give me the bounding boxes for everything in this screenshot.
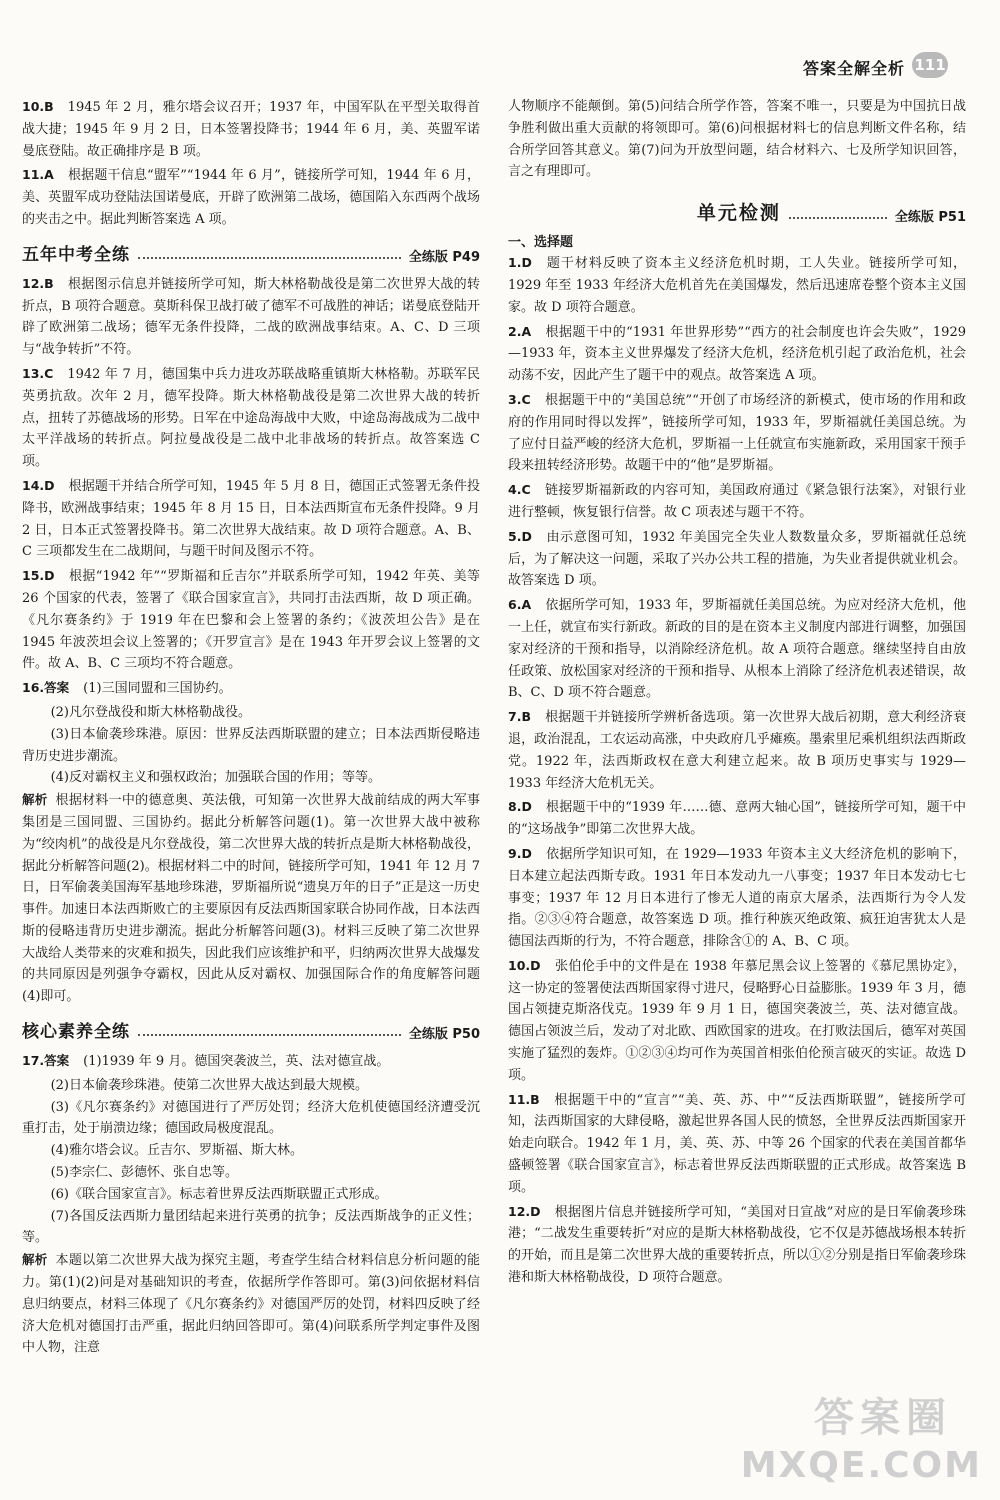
watermark-logo: [740, 1386, 982, 1486]
answer-entry: 3.C 根据题干中的“美国总统”“开创了市场经济的新模式，使市场的作用和政府的作用同时得以发挥”，链接所学可知，1933 年，罗斯福就任美国总统。为了应付日益严峻的经济大危机，罗斯福一上任就宣布实施新政，采用国家干预手段来扭转经济形势。故题干中的“他”是罗斯福。: [508, 391, 966, 474]
answer-entry: 12.D 根据图片信息并链接所学可知，“美国对日宣战”对应的是日军偷袭珍珠港；“二战发生重要转折”对应的是斯大林格勒战役，它不仅是苏德战场根本转折的开始，而且是第二次世界大战的重要转折点，所以①②分别是指日军偷袭珍珠港和斯大林格勒战役，D 项符合题意。: [508, 1203, 966, 1286]
header-title: 答案全解全析: [802, 59, 905, 78]
answer-entry: 2.A 根据题干中的“1931 年世界形势”“西方的社会制度也许会失败”，1929—1933 年，资本主义世界爆发了经济大危机，经济危机引起了政治危机，社会动荡不安，因此产生了题干中的观点。故答案选 A 项。: [508, 323, 966, 384]
answer-subitem: (3)《凡尔赛条约》对德国进行了严厉处罚；经济大危机使德国经济遭受沉重打击，处于崩溃边缘；德国政局极度混乱。: [22, 1099, 480, 1137]
answer-entry: 6.A 依据所学可知，1933 年，罗斯福就任美国总统。为应对经济大危机，他一上任，就宣布实行新政。新政的目的是在资本主义制度内部进行调整，加强国家对经济的干预和指导，以消除经济危机。故 A 项符合题意。继续坚持自由放任政策、放松国家对经济的干预和指导、从根本上消除了经济危机表述错误，故 B、C、D 项不符合题意。: [508, 597, 966, 701]
left-column: [22, 96, 480, 1361]
answer-entry: 17.答案 (1)1939 年 9 月。德国突袭波兰，英、法对德宣战。: [22, 1053, 390, 1070]
answer-entry: 15.D 根据“1942 年”“罗斯福和丘吉尔”并联系所学可知，1942 年英、美等 26 个国家的代表，签署了《联合国家宣言》，共同打击法西斯，故 D 项正确。《凡尔赛条约》于 1919 年在巴黎和会上签署的条约；《波茨坦公告》是在 1945 年波茨坦会议上签署的；《开罗宣言》是在 1943 年开罗会议上签署的文件。故 A、B、C 三项均不符合题意。: [22, 568, 480, 672]
analysis-text: 解析 本题以第二次世界大战为探究主题，考查学生结合材料信息分析问题的能力。第(1)(2)问是对基础知识的考查，依据所学作答即可。第(3)问依据材料信息归纳要点，材料三体现了《凡尔赛条约》对德国严厉的处罚，材料四反映了经济大危机对德国打击严重，据此归纳回答即可。第(4)问联系所学判定事件及图中人物，注意: [22, 1252, 480, 1356]
answer-entry: 5.D 由示意图可知，1932 年美国完全失业人数数量众多，罗斯福就任总统后，为了解决这一问题，采取了兴办公共工程的措施，为失业者提供就业机会。故答案选 D 项。: [508, 528, 966, 589]
answer-subitem: (4)雅尔塔会议。丘吉尔、罗斯福、斯大林。: [50, 1143, 304, 1159]
page-number-badge: 111: [912, 52, 948, 78]
answer-entry: 10.B 1945 年 2 月，雅尔塔会议召开；1937 年，中国军队在平型关取得首战大捷；1945 年 9 月 2 日，日本签署投降书；1944 年 6 月，美、英盟军诺曼底登陆。故正确排序是 B 项。: [22, 99, 480, 159]
answer-subitem: (4)反对霸权主义和强权政治；加强联合国的作用；等等。: [50, 770, 382, 786]
subsection-heading: 一、选择题: [508, 235, 574, 251]
answer-subitem: (2)日本偷袭珍珠港。使第二次世界大战达到最大规模。: [50, 1077, 369, 1093]
answer-entry: 9.D 依据所学知识可知，在 1929—1933 年资本主义大经济危机的影响下，日本建立起法西斯专政。1931 年日本发动九一八事变；1937 年日本发动七七事变；1937 年 12 月日本进行了惨无人道的南京大屠杀，法西斯行为令人发指。②③④符合题意，故答案选 D 项。推行种族灭绝政策、疯狂迫害犹太人是德国法西斯的行为，不符合题意，排除含①的 A、B、C 项。: [508, 845, 966, 950]
unit-test-heading: 单元检测 全练版 P51: [696, 202, 966, 226]
right-column: [508, 96, 966, 1291]
watermark-logo-text: 答案圈: [814, 1395, 952, 1441]
section-heading: 核心素养全练 全练版 P50: [22, 1022, 480, 1043]
answer-subitem: (3)日本偷袭珍珠港。原因：世界反法西斯联盟的建立；日本法西斯侵略违背历史进步潮流。: [22, 726, 480, 764]
answer-subitem: (5)李宗仁、彭德怀、张自忠等。: [50, 1165, 239, 1181]
answer-subitem: (2)凡尔登战役和斯大林格勒战役。: [50, 704, 252, 720]
answer-entry: 8.D 根据题干中的“1939 年……德、意两大轴心国”，链接所学可知，题干中的“这场战争”即第二次世界大战。: [508, 799, 966, 838]
answer-entry: 11.A 根据题干信息“盟军”“1944 年 6 月”，链接所学可知，1944 年 6 月，美、英盟军成功登陆法国诺曼底，开辟了欧洲第二战场，德国陷入东西两个战场的夹击之中。据此判断答案选 A 项。: [22, 167, 480, 227]
answer-entry: 1.D 题干材料反映了资本主义经济危机时期，工人失业。链接所学可知，1929 年至 1933 年经济大危机首先在美国爆发，然后迅速席卷整个资本主义国家。故 D 项符合题意。: [508, 255, 966, 315]
answer-entry: 13.C 1942 年 7 月，德国集中兵力进攻苏联战略重镇斯大林格勒。苏联军民英勇抗敌。次年 2 月，德军投降。斯大林格勒战役是第二次世界大战的转折点，扭转了苏德战场的形势。日军在中途岛海战中大败，中途岛海战成为二战中太平洋战场的转折点。阿拉曼战役是二战中北非战场的转折点。故答案选 C 项。: [22, 365, 480, 470]
section-heading: 五年中考全练 全练版 P49: [22, 244, 480, 265]
answer-subitem: (7)各国反法西斯力量团结起来进行英勇的抗争；反法西斯战争的正义性；等。: [22, 1208, 480, 1246]
answer-subitem: (6)《联合国家宣言》。标志着世界反法西斯联盟正式形成。: [50, 1186, 388, 1202]
answer-entry: 10.D 张伯伦手中的文件是在 1938 年慕尼黑会议上签署的《慕尼黑协定》，这一协定的签署使法西斯国家得寸进尺，侵略野心日益膨胀。1939 年 3 月，德国占领捷克斯洛伐克。1939 年 9 月 1 日，德国突袭波兰，英、法对德宣战。德国占领波兰后，发动了对北欧、西欧国家的进攻。在打败法国后，德军对英国实施了猛烈的轰炸。①②③④均可作为英国首相张伯伦预言破灭的实证。故选 D 项。: [508, 957, 966, 1083]
continuation-text: 人物顺序不能颠倒。第(5)问结合所学作答，答案不唯一，只要是为中国抗日战争胜利做出重大贡献的将领即可。第(6)问根据材料七的信息判断文件名称，结合所学回答其意义。第(7)问为开放型问题，结合材料六、七及所学知识回答，言之有理即可。: [508, 99, 966, 180]
answer-entry: 16.答案 (1)三国同盟和三国协约。: [22, 680, 232, 697]
answer-entry: 12.B 根据图示信息并链接所学可知，斯大林格勒战役是第二次世界大战的转折点，B 项符合题意。莫斯科保卫战打破了德军不可战胜的神话；诺曼底登陆开辟了欧洲第二战场；德军无条件投降，二战的欧洲战事结束。A、C、D 三项与“战争转折”不符。: [22, 275, 480, 358]
analysis-text: 解析 根据材料一中的德意奥、英法俄，可知第一次世界大战前结成的两大军事集团是三国同盟、三国协约。据此分析解答问题(1)。第一次世界大战中被称为“绞肉机”的战役是凡尔登战役，第二次世界大战的转折点是斯大林格勒战役，据此分析解答问题(2)。根据材料二中的时间，链接所学可知，1941 年 12 月 7 日，日军偷袭美国海军基地珍珠港，罗斯福所说“遗臭万年的日子”正是这一历史事件。加速日本法西斯败亡的主要原因有反法西斯国家联合协同作战，日本法西斯的侵略违背历史进步潮流。据此分析解答问题(3)。材料三反映了第二次世界大战给人类带来的灾难和损失，因此我们应该维护和平，归纳两次世界大战爆发的共同原因是列强争夺霸权，因此从反对霸权、加强国际合作的角度解答问题(4)即可。: [22, 792, 480, 1005]
page-header: [0, 0, 1000, 86]
answer-entry: 11.B 根据题干中的“宣言”“美、英、苏、中”“反法西斯联盟”，链接所学可知，法西斯国家的大肆侵略，激起世界各国人民的愤怒，全世界反法西斯国家开始走向联合。1942 年 1 月，美、英、苏、中等 26 个国家的代表在美国首都华盛顿签署《联合国家宣言》，标志着世界反法西斯联盟的正式形成。故答案选 B 项。: [508, 1091, 966, 1195]
watermark-url: MXQE.COM: [740, 1445, 982, 1486]
answer-entry: 14.D 根据题干并结合所学可知，1945 年 5 月 8 日，德国正式签署无条件投降书，欧洲战事结束；1945 年 8 月 15 日，日本法西斯宣布无条件投降。9 月 2 日，日本正式签署投降书。第二次世界大战结束。故 D 项符合题意。A、B、C 三项都发生在二战期间，与题干时间及图示不符。: [22, 477, 480, 560]
answer-entry: 4.C 链接罗斯福新政的内容可知，美国政府通过《紧急银行法案》，对银行业进行整顿，恢复银行信誉。故 C 项表述与题干不符。: [508, 482, 966, 520]
answer-entry: 7.B 根据题干并链接所学辨析备选项。第一次世界大战后初期，意大利经济衰退，政治混乱，工农运动高涨，中央政府几乎瘫痪。墨索里尼乘机组织法西斯政党。1922 年，法西斯政权在意大利建立起来。故 B 项历史事实与 1929—1933 年经济大危机无关。: [508, 709, 966, 791]
